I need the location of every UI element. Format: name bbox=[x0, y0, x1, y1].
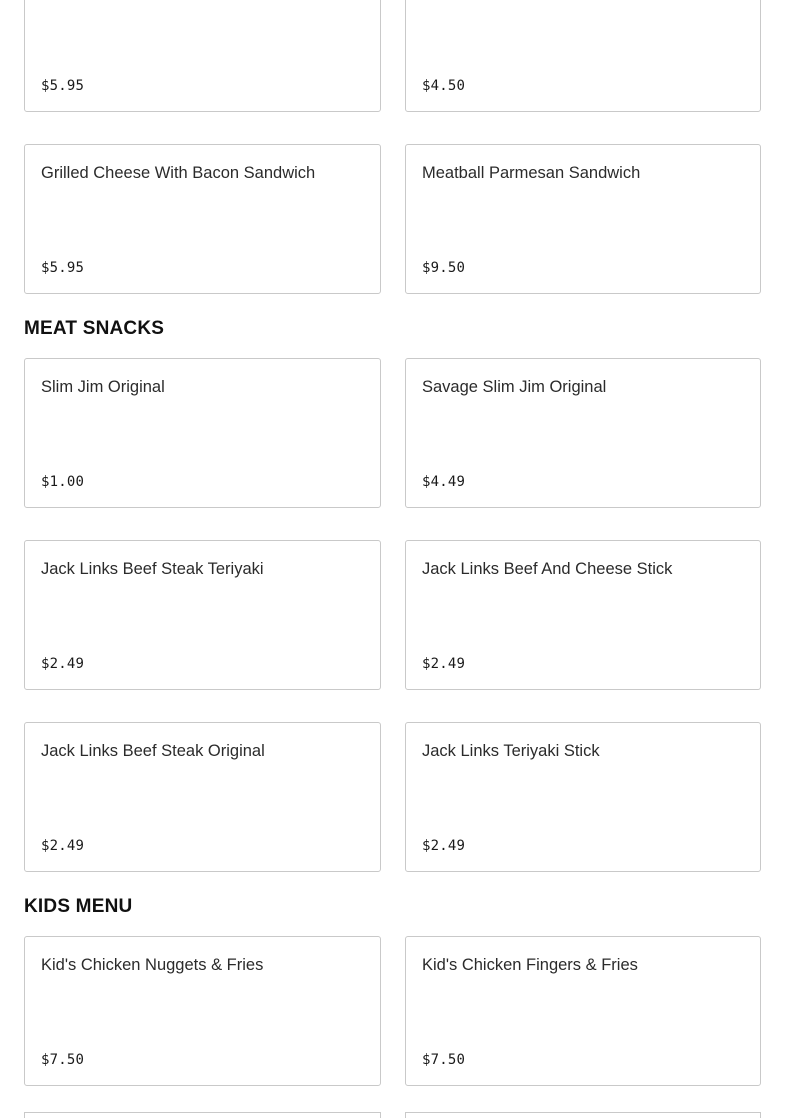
menu-item-price: $4.49 bbox=[422, 474, 466, 490]
menu-item-price: $2.49 bbox=[422, 656, 466, 672]
menu-item-card[interactable] bbox=[24, 540, 381, 690]
menu-item-name: Savage Slim Jim Original bbox=[422, 378, 607, 396]
menu-item-name: Jack Links Beef Steak Teriyaki bbox=[41, 560, 264, 578]
menu-item-card[interactable] bbox=[24, 0, 381, 112]
menu-item-card[interactable] bbox=[405, 540, 761, 690]
menu-item-price: $2.49 bbox=[41, 838, 85, 854]
menu-item-price: $2.49 bbox=[422, 838, 466, 854]
menu-item-card[interactable] bbox=[24, 358, 381, 508]
menu-item-card[interactable] bbox=[405, 358, 761, 508]
menu-item-card[interactable] bbox=[405, 722, 761, 872]
menu-item-card[interactable] bbox=[405, 144, 761, 294]
menu-item-name: Jack Links Teriyaki Stick bbox=[422, 742, 600, 760]
menu-item-card[interactable] bbox=[405, 0, 761, 112]
menu-item-name: Kid's Chicken Fingers & Fries bbox=[422, 956, 638, 974]
menu-item-price: $1.00 bbox=[41, 474, 85, 490]
menu-item-name: Kid's Chicken Nuggets & Fries bbox=[41, 956, 264, 974]
menu-item-price: $9.50 bbox=[422, 260, 466, 276]
menu-item-price: $2.49 bbox=[41, 656, 85, 672]
section-heading-kids-menu: KIDS MENU bbox=[24, 896, 133, 917]
menu-item-card[interactable] bbox=[24, 144, 381, 294]
menu-item-price: $7.50 bbox=[422, 1052, 466, 1068]
section-heading-meat-snacks: MEAT SNACKS bbox=[24, 318, 165, 339]
menu-item-name: Jack Links Beef Steak Original bbox=[41, 742, 265, 760]
menu-item-price: $5.95 bbox=[41, 260, 85, 276]
menu-item-name: Grilled Cheese With Bacon Sandwich bbox=[41, 164, 316, 182]
menu-item-price: $7.50 bbox=[41, 1052, 85, 1068]
menu-item-price: $5.95 bbox=[41, 78, 85, 94]
menu-item-name: Meatball Parmesan Sandwich bbox=[422, 164, 641, 182]
menu-item-name: Jack Links Beef And Cheese Stick bbox=[422, 560, 673, 578]
menu-item-card-partial[interactable] bbox=[405, 1112, 761, 1118]
menu-item-card[interactable] bbox=[24, 722, 381, 872]
menu-item-card[interactable] bbox=[24, 936, 381, 1086]
menu-item-price: $4.50 bbox=[422, 78, 466, 94]
menu-item-card-partial[interactable] bbox=[24, 1112, 381, 1118]
menu-item-card[interactable] bbox=[405, 936, 761, 1086]
menu-item-name: Slim Jim Original bbox=[41, 378, 165, 396]
